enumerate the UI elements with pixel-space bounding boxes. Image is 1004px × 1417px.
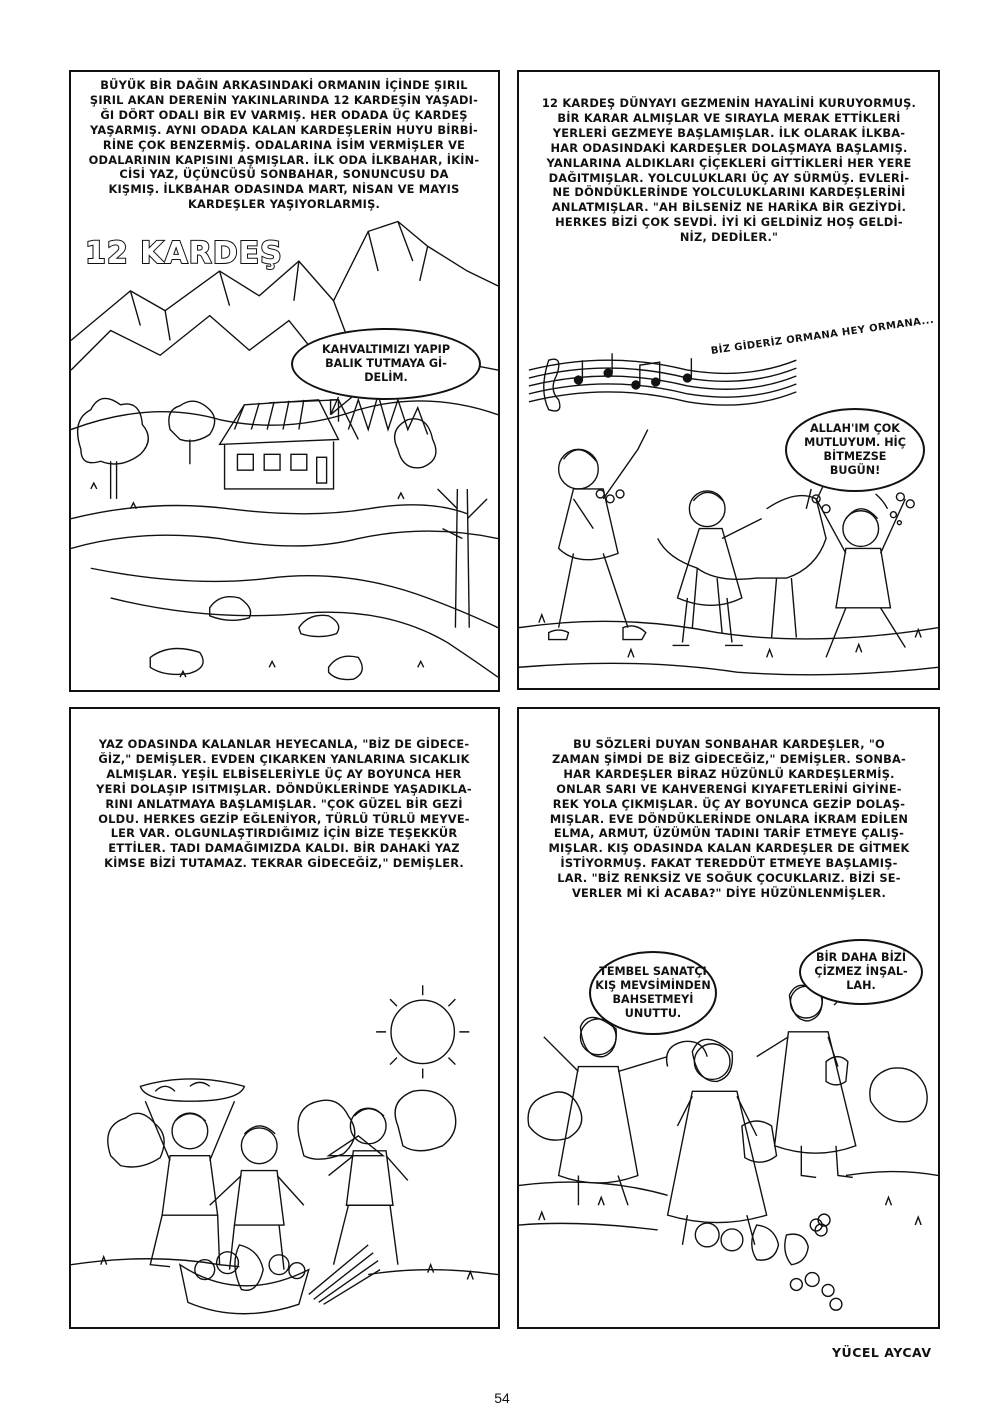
song-lyrics: BİZ GİDERİZ ORMANA HEY ORMANA... <box>710 314 935 357</box>
comic-panel-4 <box>517 707 940 1329</box>
page-number: 54 <box>494 1390 510 1406</box>
speech-bubble-left: TEMBEL SANATÇI KIŞ MEVSİMİNDEN BAHSETMEYİ UNUTTU. <box>589 951 717 1035</box>
speech-bubble: KAHVALTIMIZI YAPIP BALIK TUTMAYA Gİ- DELİM. <box>291 328 481 400</box>
comic-panel-1 <box>69 70 500 692</box>
narration-text: 12 KARDEŞ DÜNYAYI GEZMENİN HAYALİNİ KURUYORMUŞ. BİR KARAR ALMIŞLAR VE SIRAYLA MERAK ETTİKLERİ YERLERİ GEZMEYE BAŞLAMIŞLAR. İLK OLARAK İLKBA- HAR ODASINDAKİ KARDEŞLER DOLAŞMAYA BAŞLAMIŞ. YANLARINA ALDIKLARI ÇİÇEKLERİ GİTTİKLERİ HER YERE DAĞITMIŞLAR. YOLCULUKLARI ÜÇ AY SÜRMÜŞ. EVLERİ- NE DÖNDÜKLERİNDE YOLCULUKLARINI KARDEŞLERİNİ ANLATMIŞLAR. "AH BİLSENİZ NE HARİKA BİR GEZİYDİ. HERKES BİZİ ÇOK SEVDİ. İYİ Kİ GELDİNİZ HOŞ GELDİ- NİZ, DEDİLER." <box>541 96 917 245</box>
comic-panel-2 <box>517 70 940 690</box>
narration-text: BÜYÜK BİR DAĞIN ARKASINDAKİ ORMANIN İÇİNDE ŞIRIL ŞIRIL AKAN DERENİN YAKINLARINDA 12 KARDEŞİN YAŞADI- ĞI DÖRT ODALI BİR EV VARMIŞ. HER ODADA ÜÇ KARDEŞ YAŞARMIŞ. AYNI ODADA KALAN KARDEŞLERİN HUYU BİRBİ- RİNE ÇOK BENZERMİŞ. ODALARINA İSİM VERMİŞLER VE ODALARININ KAPISINI AŞMIŞLAR. İLK ODA İLKBAHAR, İKİN- CİSİ YAZ, ÜÇÜNCÜSÜ SONBAHAR, SONUNCUSU DA KIŞMIŞ. İLKBAHAR ODASINDA MART, NİSAN VE MAYIS KARDEŞLER YAŞIYORLARMIŞ. <box>88 78 480 212</box>
narration-text: BU SÖZLERİ DUYAN SONBAHAR KARDEŞLER, "O ZAMAN ŞİMDİ DE BİZ GİDECEĞİZ," DEMİŞLER. SONBA- HAR KARDEŞLER BİRAZ HÜZÜNLÜ KARDEŞLERMİŞ. ONLAR SARI VE KAHVERENGİ KIYAFETLERİNİ GİYİNE- REK YOLA ÇIKMIŞLAR. ÜÇ AY BOYUNCA GEZİP DOLAŞ- MIŞLAR. EVE DÖNDÜKLERİNDE ONLARA İKRAM EDİLEN ELMA, ARMUT, ÜZÜMÜN TADINI TARİF ETMEYE ÇALIŞ- MIŞLAR. KIŞ ODASINDA KALAN KARDEŞLER DE GİTMEK İSTİYORMUŞ. FAKAT TEREDDÜT ETMEYE BAŞLAMIŞ- LAR. "BİZ RENKSİZ VE SOĞUK ÇOCUKLARIZ. BİZİ SE- VERLER Mİ Kİ ACABA?" DİYE HÜZÜNLENMİŞLER. <box>548 737 910 901</box>
speech-bubble: ALLAH'IM ÇOK MUTLUYUM. HİÇ BİTMEZSE BUGÜN! <box>785 408 925 492</box>
speech-bubble-right: BİR DAHA BİZİ ÇİZMEZ İNŞAL- LAH. <box>799 939 923 1005</box>
comic-panel-3 <box>69 707 500 1329</box>
narration-text: YAZ ODASINDA KALANLAR HEYECANLA, "BİZ DE GİDECE- ĞİZ," DEMİŞLER. EVDEN ÇIKARKEN YANLARINA SICAKLIK ALMIŞLAR. YEŞİL ELBİSELERİYLE ÜÇ AY BOYUNCA HER YERİ DOLAŞIP ISITMIŞLAR. DÖNDÜKLERİNDE YAŞADIKLA- RINI ANLATMAYA BAŞLAMIŞLAR. "ÇOK GÜZEL BİR GEZİ OLDU. HERKES GEZİP EĞLENİYOR, TÜRLÜ TÜRLÜ MEYVE- LER VAR. OLGUNLAŞTIRDIĞIMIZ İÇİN BİZE TEŞEKKÜR ETTİLER. TADI DAMAĞIMIZDA KALDI. BİR DAHAKİ YAZ KİMSE BİZİ TUTAMAZ. TEKRAR GİDECEĞİZ," DEMİŞLER. <box>96 737 472 871</box>
author-credit: YÜCEL AYCAV <box>832 1345 932 1360</box>
story-title: 12 KARDEŞ <box>85 236 283 271</box>
